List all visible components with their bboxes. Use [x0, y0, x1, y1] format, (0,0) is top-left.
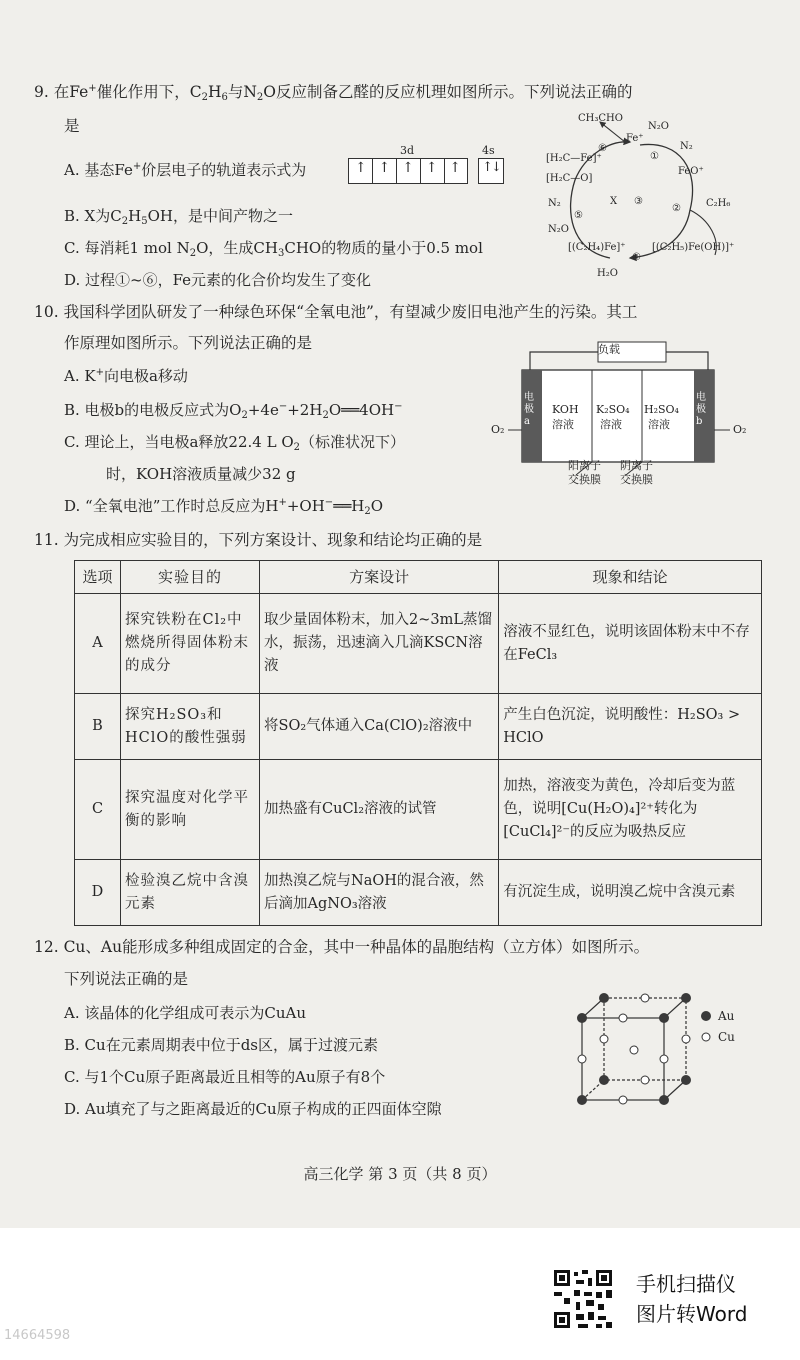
q9-option-c: C. 每消耗1 mol $N_2O$，生成$CH_3CHO$的物质的量小于0.5 mol	[64, 239, 483, 259]
table-cell-option: C	[75, 760, 121, 860]
table-cell-result: 有沉淀生成，说明溴乙烷中含溴元素	[499, 860, 762, 926]
table-cell-plan: 将SO₂气体通入Ca(ClO)₂溶液中	[260, 694, 499, 760]
q10-stem-line2: 作原理如图所示。下列说法正确的是	[64, 334, 313, 352]
cell-anion-membrane: 阴离子	[620, 459, 653, 472]
orbital-up-arrow: ↑	[354, 160, 367, 176]
diagram-bracket-top: [H₂C—Fe]⁺	[546, 153, 602, 164]
table-row	[75, 594, 762, 694]
cell-cation-membrane-2: 交换膜	[568, 473, 601, 486]
diagram-step-1: ①	[650, 151, 659, 162]
page-footer: 高三化学 第 3 页（共 8 页）	[303, 1165, 497, 1183]
diagram-fe-plus: Fe⁺	[626, 133, 644, 144]
q12-stem: 12. Cu、Au能形成多种组成固定的合金，其中一种晶体的晶胞结构（立方体）如图所示。	[34, 938, 650, 956]
cell-k2so4: K₂SO₄	[596, 403, 630, 416]
diagram-step-2: ②	[672, 203, 681, 214]
diagram-c2h6: C₂H₆	[706, 198, 731, 209]
q10-option-c-line2: 时，KOH溶液质量减少32 g	[106, 465, 296, 483]
q9-stem: 9. 在Fe+催化作用下，$C_2H_6$与$N_2O$反应制备乙醛的反应机理如图所示。下列说法正确的	[34, 83, 633, 103]
diagram-x: X	[610, 196, 618, 207]
diagram-step-5: ⑤	[574, 210, 583, 221]
orbital-3d-boxes	[348, 158, 468, 184]
orbital-4s-label: 4s	[482, 144, 495, 157]
cell-cation-membrane: 阳离子	[568, 459, 601, 472]
table-cell-option: A	[75, 594, 121, 694]
q11-stem: 11. 为完成相应实验目的，下列方案设计、现象和结论均正确的是	[34, 531, 483, 549]
scan-promo-line2: 图片转Word	[636, 1302, 748, 1326]
cell-electrode-b: 电极b	[696, 392, 706, 427]
cell-koh-solution: 溶液	[552, 418, 574, 431]
orbital-3d-label: 3d	[400, 144, 415, 157]
diagram-feo-plus: FeO⁺	[678, 166, 704, 177]
q12-option-c: C. 与1个Cu原子距离最近且相等的Au原子有8个	[64, 1068, 386, 1086]
orbital-up-arrow: ↑	[425, 160, 438, 176]
q10-option-b: B. 电极b的电极反应式为$O_2+4e^-+2H_2O══4OH^-$	[64, 401, 403, 421]
diagram-step-3: ③	[634, 196, 643, 207]
scan-promo-line1: 手机扫描仪	[636, 1272, 736, 1296]
q12-stem-line2: 下列说法正确的是	[64, 970, 189, 988]
cell-anion-membrane-2: 交换膜	[620, 473, 653, 486]
experiment-table	[74, 560, 762, 926]
q9-option-b: B. X为$C_2H_5OH$，是中间产物之一	[64, 207, 293, 227]
cell-h2so4-solution: 溶液	[648, 418, 670, 431]
table-header: 现象和结论	[499, 561, 762, 594]
table-cell-result: 溶液不显红色，说明该固体粉末中不存在FeCl₃	[499, 594, 762, 694]
cell-load: 负载	[598, 343, 620, 356]
cell-o2-right: O₂	[733, 423, 747, 436]
table-cell-goal: 检验溴乙烷中含溴元素	[121, 860, 260, 926]
diagram-n2-top: N₂	[680, 141, 693, 152]
cell-electrode-a: 电极a	[524, 392, 534, 427]
table-header: 方案设计	[260, 561, 499, 594]
table-header: 实验目的	[121, 561, 260, 594]
orbital-up-arrow: ↑	[449, 160, 462, 176]
table-row	[75, 860, 762, 926]
legend-au: Au	[718, 1009, 735, 1023]
diagram-h2o: H₂O	[597, 268, 618, 279]
q9-stem-line2: 是	[64, 117, 80, 135]
table-cell-result: 产生白色沉淀，说明酸性：H₂SO₃ > HClO	[499, 694, 762, 760]
q12-option-b: B. Cu在元素周期表中位于ds区，属于过渡元素	[64, 1036, 378, 1054]
q12-option-a: A. 该晶体的化学组成可表示为CuAu	[64, 1004, 307, 1022]
diagram-bottom-left: [(C₂H₄)Fe]⁺	[568, 242, 626, 253]
diagram-n2o-top: N₂O	[648, 121, 669, 132]
diagram-n2-left: N₂	[548, 198, 561, 209]
q9-option-a: A. 基态Fe+价层电子的轨道表示式为	[64, 161, 307, 179]
q12-option-d: D. Au填充了与之距离最近的Cu原子构成的正四面体空隙	[64, 1100, 442, 1118]
q10-stem: 10. 我国科学团队研发了一种绿色环保“全氧电池”，有望减少废旧电池产生的污染。其工	[34, 303, 638, 321]
table-cell-option: D	[75, 860, 121, 926]
table-row	[75, 694, 762, 760]
unit-cell-diagram	[568, 990, 708, 1110]
table-cell-plan: 加热盛有CuCl₂溶液的试管	[260, 760, 499, 860]
diagram-bottom-right: [(C₂H₅)Fe(OH)]⁺	[652, 242, 735, 253]
table-cell-goal: 探究铁粉在Cl₂中燃烧所得固体粉末的成分	[121, 594, 260, 694]
cell-h2so4: H₂SO₄	[644, 403, 679, 416]
q10-option-d: D. “全氧电池”工作时总反应为$H^++OH^-══H_2O$	[64, 497, 384, 517]
table-cell-goal: 探究H₂SO₃和HClO的酸性强弱	[121, 694, 260, 760]
table-cell-plan: 取少量固体粉末，加入2~3mL蒸馏水，振荡，迅速滴入几滴KSCN溶液	[260, 594, 499, 694]
q9-option-d: D. 过程①~⑥，Fe元素的化合价均发生了变化	[64, 271, 372, 289]
diagram-step-4: ④	[632, 252, 641, 263]
document-id: 14664598	[4, 1328, 71, 1343]
qr-code-icon	[552, 1268, 614, 1330]
q10-option-c: C. 理论上，当电极a释放22.4 L $O_2$（标准状况下）	[64, 433, 406, 453]
legend-cu: Cu	[718, 1030, 735, 1044]
table-header-row	[75, 561, 762, 594]
orbital-paired-arrow: ↑↓	[482, 160, 500, 175]
cell-k2so4-solution: 溶液	[600, 418, 622, 431]
table-header: 选项	[75, 561, 121, 594]
unit-cell-legend-markers	[700, 1010, 714, 1044]
q10-option-a: A. K+向电极a移动	[64, 367, 188, 385]
orbital-up-arrow: ↑	[402, 160, 414, 176]
cell-o2-left: O₂	[491, 423, 505, 436]
cell-koh: KOH	[552, 403, 579, 416]
diagram-bracket-bottom: [H₂C—O]	[546, 173, 593, 184]
orbital-up-arrow: ↑	[378, 160, 391, 176]
table-cell-result: 加热，溶液变为黄色，冷却后变为蓝色，说明[Cu(H₂O)₄]²⁺转化为[CuCl₄]²⁻的反应为吸热反应	[499, 760, 762, 860]
diagram-ch3cho: CH₃CHO	[578, 113, 623, 124]
diagram-step-6: ⑥	[598, 143, 607, 154]
table-cell-goal: 探究温度对化学平衡的影响	[121, 760, 260, 860]
table-row	[75, 760, 762, 860]
orbital-4s-box	[478, 158, 504, 184]
table-cell-option: B	[75, 694, 121, 760]
table-cell-plan: 加热溴乙烷与NaOH的混合液，然后滴加AgNO₃溶液	[260, 860, 499, 926]
diagram-n2o-left: N₂O	[548, 224, 569, 235]
